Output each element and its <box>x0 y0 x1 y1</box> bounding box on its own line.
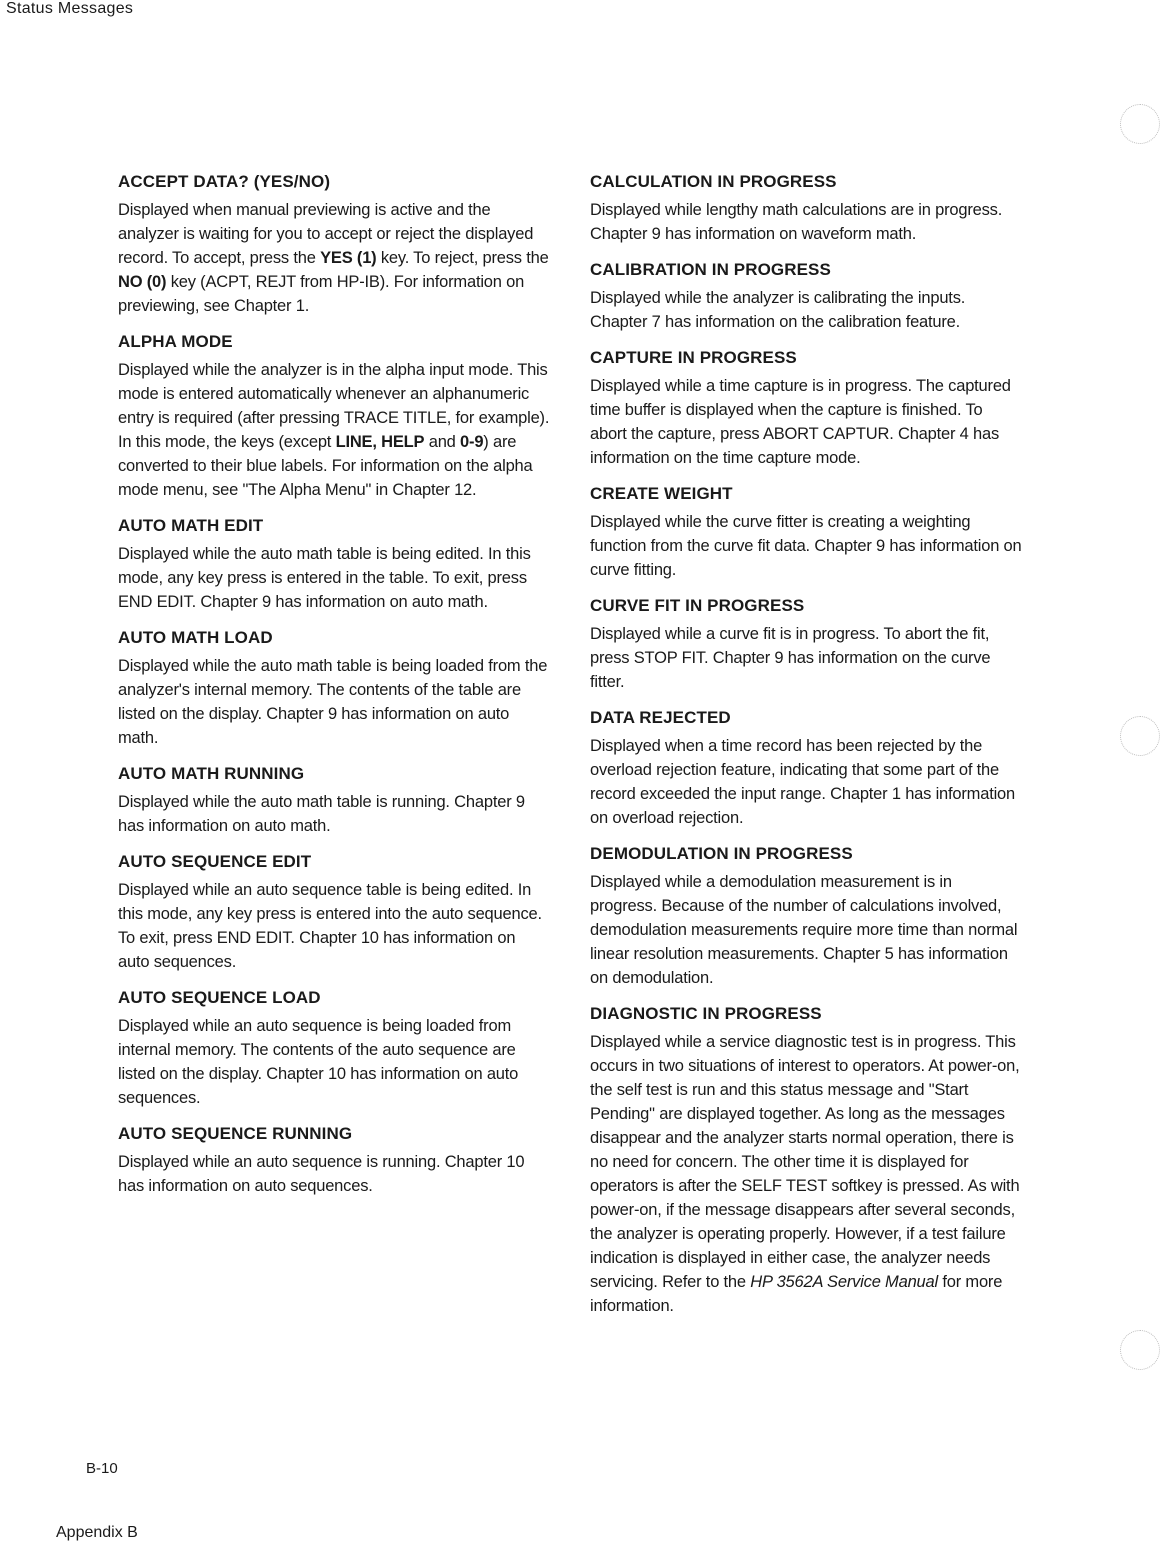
description-text: Displayed while the auto math table is being loaded from the analyzer's internal memory. The contents of the table are listed on the display. Chapter 9 has information on auto math. <box>118 657 548 747</box>
entry-description <box>118 878 550 974</box>
status-entry-auto-sequence-running <box>118 1124 550 1198</box>
punch-hole <box>1120 716 1160 756</box>
status-entry-accept-data-yes-no <box>118 172 550 318</box>
description-text: Displayed while a service diagnostic test is in progress. This occurs in two situations of interest to operators. At power-on, the self test is run and this status message and "Start Pending" are displayed together. As long as the messages disappear and the analyzer starts normal operation, there is no need for concern. The other time it is displayed for operators is after the SELF TEST softkey is pressed. As with power-on, if the message disappears after several seconds, the analyzer is operating properly. However, if a test failure indication is displayed in either case, the analyzer needs servicing. Refer to the <box>590 1033 1020 1291</box>
entry-title: CALCULATION IN PROGRESS <box>590 172 837 191</box>
description-text: Displayed while the analyzer is calibrating the inputs. Chapter 7 has information on the calibration feature. <box>590 289 966 331</box>
punch-hole <box>1120 104 1160 144</box>
entry-title: CAPTURE IN PROGRESS <box>590 348 797 367</box>
right-column <box>590 172 1022 1332</box>
entry-description <box>590 198 1022 246</box>
description-text: Displayed while the analyzer is in the alpha input mode. This mode is entered automatically whenever an alphanumeric entry is required (after pressing TRACE TITLE, for example). In this mode, the keys (except <box>118 361 550 451</box>
description-text: Displayed while an auto sequence is being loaded from internal memory. The contents of the auto sequence are listed on the display. Chapter 10 has information on auto sequences. <box>118 1017 519 1107</box>
running-header: Status Messages <box>6 0 134 17</box>
entry-title: CALIBRATION IN PROGRESS <box>590 260 831 279</box>
description-text: Displayed while lengthy math calculations are in progress. Chapter 9 has information on waveform math. <box>590 201 1003 243</box>
entry-description <box>118 198 550 318</box>
entry-description <box>590 734 1022 830</box>
status-entry-capture-in-progress <box>590 348 1022 470</box>
entry-description <box>590 374 1022 470</box>
entry-title: AUTO MATH EDIT <box>118 516 264 535</box>
entry-title: ALPHA MODE <box>118 332 233 351</box>
description-text: Displayed when manual previewing is active and the analyzer is waiting for you to accept or reject the displayed record. To accept, press the <box>118 201 534 267</box>
page-number: B-10 <box>86 1460 118 1477</box>
status-entry-demodulation-in-progress <box>590 844 1022 990</box>
entry-description <box>118 654 550 750</box>
entry-title: DIAGNOSTIC IN PROGRESS <box>590 1004 822 1023</box>
description-text: for more information. <box>590 1273 1003 1315</box>
entry-title: DATA REJECTED <box>590 708 731 727</box>
description-text: Displayed when a time record has been rejected by the overload rejection feature, indicating that some part of the record exceeded the input range. Chapter 1 has information on overload rejection. <box>590 737 1016 827</box>
status-entry-calibration-in-progress <box>590 260 1022 334</box>
entry-title: ACCEPT DATA? (YES/NO) <box>118 172 331 191</box>
status-entry-create-weight <box>590 484 1022 582</box>
entry-description <box>118 1150 550 1198</box>
status-entry-auto-sequence-edit <box>118 852 550 974</box>
entry-description <box>590 622 1022 694</box>
description-text: Displayed while an auto sequence table is being edited. In this mode, any key press is entered into the auto sequence. To exit, press END EDIT. Chapter 10 has information on auto sequences. <box>118 881 542 971</box>
status-entry-auto-math-load <box>118 628 550 750</box>
description-text: Displayed while a demodulation measurement is in progress. Because of the number of calculations involved, demodulation measurements require more time than normal linear resolution measurements. Chapter 5 has information on demodulation. <box>590 873 1018 987</box>
description-text: key (ACPT, REJT from HP-IB). For information on previewing, see Chapter 1. <box>118 273 525 315</box>
key-name: YES (1) <box>320 249 377 267</box>
status-entry-data-rejected <box>590 708 1022 830</box>
entry-description <box>590 870 1022 990</box>
manual-title: HP 3562A Service Manual <box>750 1273 938 1291</box>
entry-title: DEMODULATION IN PROGRESS <box>590 844 853 863</box>
description-text: Displayed while a time capture is in progress. The captured time buffer is displayed when the capture is finished. To abort the capture, press ABORT CAPTUR. Chapter 4 has information on the time capture mode. <box>590 377 1011 467</box>
entry-title: AUTO SEQUENCE LOAD <box>118 988 321 1007</box>
description-text: Displayed while the curve fitter is creating a weighting function from the curve fit data. Chapter 9 has information on curve fitting. <box>590 513 1022 579</box>
entry-description <box>590 510 1022 582</box>
entry-title: CURVE FIT IN PROGRESS <box>590 596 805 615</box>
entry-title: AUTO MATH LOAD <box>118 628 273 647</box>
status-entry-auto-math-edit <box>118 516 550 614</box>
entry-description <box>118 542 550 614</box>
status-entry-calculation-in-progress <box>590 172 1022 246</box>
status-entry-diagnostic-in-progress <box>590 1004 1022 1318</box>
punch-hole <box>1120 1330 1160 1370</box>
entry-description <box>118 790 550 838</box>
entry-title: CREATE WEIGHT <box>590 484 733 503</box>
status-entry-curve-fit-in-progress <box>590 596 1022 694</box>
entry-description <box>118 358 550 502</box>
status-entry-alpha-mode <box>118 332 550 502</box>
description-text: key. To reject, press the <box>376 249 549 267</box>
key-name: NO (0) <box>118 273 167 291</box>
key-name: LINE, HELP <box>335 433 425 451</box>
section-footer: Appendix B <box>56 1524 138 1541</box>
description-text: Displayed while an auto sequence is running. Chapter 10 has information on auto sequences. <box>118 1153 525 1195</box>
entry-description <box>590 1030 1022 1318</box>
key-name: 0-9 <box>460 433 484 451</box>
entry-title: AUTO MATH RUNNING <box>118 764 305 783</box>
status-entry-auto-math-running <box>118 764 550 838</box>
description-text: Displayed while the auto math table is running. Chapter 9 has information on auto math. <box>118 793 525 835</box>
entry-title: AUTO SEQUENCE RUNNING <box>118 1124 353 1143</box>
entry-title: AUTO SEQUENCE EDIT <box>118 852 312 871</box>
description-text: and <box>424 433 461 451</box>
entry-description <box>590 286 1022 334</box>
description-text: Displayed while a curve fit is in progress. To abort the fit, press STOP FIT. Chapter 9 has information on the curve fitter. <box>590 625 991 691</box>
status-entry-auto-sequence-load <box>118 988 550 1110</box>
description-text: Displayed while the auto math table is being edited. In this mode, any key press is entered in the table. To exit, press END EDIT. Chapter 9 has information on auto math. <box>118 545 531 611</box>
entry-description <box>118 1014 550 1110</box>
left-column <box>118 172 550 1212</box>
description-text: ) are converted to their blue labels. For information on the alpha mode menu, see "The Alpha Menu" in Chapter 12. <box>118 433 533 499</box>
